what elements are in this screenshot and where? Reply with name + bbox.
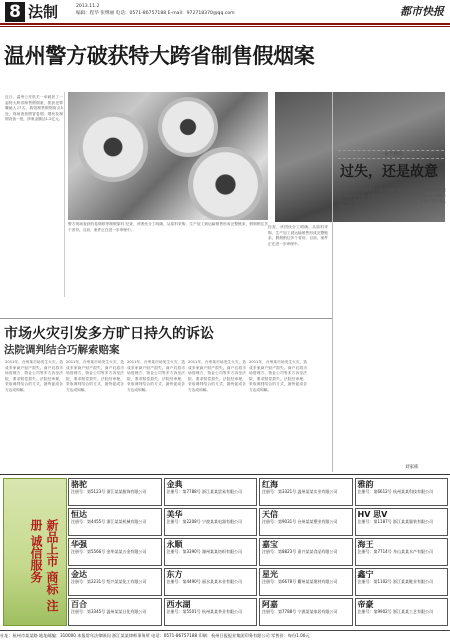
footer-line: 社址：杭州市某某路 地址邮编：310000 本报常年法律顾问 浙江某某律师事务所 电话：0571-86757188 印刷：杭州日报报业集团印务有限公司 零售价：每份1.00元 [0, 630, 450, 641]
ad-cell [259, 508, 353, 536]
ad-brand-name: 东方 [166, 570, 183, 579]
ad-cell [164, 598, 258, 626]
ad-text: 注册号：第3321号 温州某某实业有限公司 [262, 489, 338, 494]
ad-cell [164, 478, 258, 506]
ad-brand-name: 百合 [71, 600, 87, 609]
ad-brand-name: 帝豪 [357, 600, 374, 609]
ad-text: 注册号：第5123号 浙江某某服饰有限公司 [71, 489, 147, 494]
ad-brand-name: 西水湖 [166, 600, 191, 609]
photo-caption: 警方现场查获的卷烟纸等制假原料 [68, 222, 125, 226]
ad-text: 注册号：第6612号 杭州某某科技有限公司 [357, 489, 433, 494]
ad-grid [68, 478, 448, 626]
column-divider [64, 92, 65, 297]
ad-brand-name: 嘉宝 [262, 540, 278, 549]
ad-text: 注册号：第9031号 台州某某塑业有限公司 [262, 519, 338, 524]
ad-brand-name: 雅韵 [357, 480, 374, 489]
ads-rule [0, 474, 450, 475]
lead-body-cont: 经查，该团伙分工明确，从原料采购、生产加工到运输销售形成完整链条，假烟销往多个省份。目前，案件正在进一步审理中。 [68, 222, 268, 232]
issue-date: 2013.11.2 [76, 4, 100, 9]
ad-cell [164, 538, 258, 566]
second-body-col3: 2011年，台州某市场发生火灾，造成多家商户财产损失。商户们将市场管理方、物业公司等多方诉至法院，要求赔偿损失。法院经审理，采取调判结合的方式，最终促成各方达成和解。 [127, 360, 185, 392]
ad-text: 注册号：第9902号 浙江某某工艺有限公司 [357, 609, 433, 614]
ad-cell [164, 568, 258, 596]
lead-body-column: 近日，温州公安机关一举破获了一起特大跨省制售假烟案，抓获犯罪嫌疑人17名，捣毁制售假烟窝点5处，现场查获假冒卷烟、烟丝及制烟设备一批，涉案金额达1.2亿元。 [5, 95, 63, 121]
editorial-tag: 一论者观点 [338, 150, 444, 159]
ad-text: 注册号：第7714号 舟山某某水产有限公司 [357, 549, 433, 554]
header-rule-thin [0, 26, 450, 27]
ad-brand-name: 骆驼 [71, 480, 87, 489]
ad-cell [355, 538, 449, 566]
page-number: 8 [5, 2, 25, 22]
ad-brand-name: 金典 [166, 480, 183, 489]
ad-text: 注册号：第3345号 温州某某日化有限公司 [71, 609, 147, 614]
ad-cell [68, 568, 162, 596]
ad-cell [164, 508, 258, 536]
ad-cell [355, 568, 449, 596]
ad-text: 注册号：第1102号 浙江某某鞋业有限公司 [357, 579, 433, 584]
lead-headline: 温州警方破获特大跨省制售假烟案 [4, 44, 315, 68]
ad-brand-name: 海王 [357, 540, 374, 549]
ad-cell [355, 508, 449, 536]
ad-cell [68, 538, 162, 566]
ad-cell [68, 478, 162, 506]
ad-brand-name: HV 思V [357, 510, 388, 519]
editor-info [76, 3, 256, 17]
ad-cell [355, 598, 449, 626]
ad-text: 注册号：第2208号 宁波某某电器有限公司 [166, 519, 242, 524]
ad-cell [259, 538, 353, 566]
ad-cell [68, 508, 162, 536]
header-rule [0, 23, 450, 25]
ad-cell [355, 478, 449, 506]
ad-text: 注册号：第4455号 浙江某某机械有限公司 [71, 519, 147, 524]
lead-body-col3: 经查，该团伙分工明确，从原料采购、生产加工到运输销售形成完整链条，假烟销往多个省份。目前，案件正在进一步审理中。 [268, 225, 328, 246]
ad-brand-name: 美华 [166, 510, 183, 519]
ad-text: 注册号：第1187号 浙江某某服装有限公司 [357, 519, 433, 524]
editorial-divider [332, 92, 333, 472]
ad-text: 注册号：第4490号 丽水某某木业有限公司 [166, 579, 242, 584]
second-headline: 市场火灾引发多方旷日持久的诉讼 [4, 326, 214, 342]
ad-text: 注册号：第7788号 浙江某某贸易有限公司 [166, 489, 242, 494]
ad-text: 注册号：第5566号 金华某某五金有限公司 [71, 549, 147, 554]
paper-name: 都市快报 [400, 5, 444, 18]
ad-text: 注册号：第5501号 杭州某某茶业有限公司 [166, 609, 242, 614]
ad-brand-name: 恒达 [71, 510, 87, 519]
editorial-title: 过失，还是故意 [340, 164, 438, 180]
ad-text: 注册号：第2231号 绍兴某某化工有限公司 [71, 579, 147, 584]
second-subhead: 法院调判结合巧解索赔案 [4, 344, 120, 356]
second-body-col5: 2011年，台州某市场发生火灾，造成多家商户财产损失。商户们将市场管理方、物业公司等多方诉至法院，要求赔偿损失。法院经审理，采取调判结合的方式，最终促成各方达成和解。 [249, 360, 307, 392]
ad-side-title: 新品上市 商标 注册 诚信服务 [29, 519, 59, 612]
ad-text: 注册号：第3390号 湖州某某纺织有限公司 [166, 549, 242, 554]
ad-brand-name: 鑫宁 [357, 570, 374, 579]
story-separator [0, 318, 332, 319]
ad-text: 注册号：第6678号 衢州某某建材有限公司 [262, 579, 338, 584]
second-body-col4: 2011年，台州某市场发生火灾，造成多家商户财产损失。商户们将市场管理方、物业公司等多方诉至法院，要求赔偿损失。法院经审理，采取调判结合的方式，最终促成各方达成和解。 [188, 360, 246, 392]
ad-cell [259, 478, 353, 506]
ad-cell [259, 568, 353, 596]
second-body-col2: 2011年，台州某市场发生火灾，造成多家商户财产损失。商户们将市场管理方、物业公司等多方诉至法院，要求赔偿损失。法院经审理，采取调判结合的方式，最终促成各方达成和解。 [66, 360, 124, 392]
ad-text: 注册号：第8823号 嘉兴某某食品有限公司 [262, 549, 338, 554]
second-body-col1: 2011年，台州某市场发生火灾，造成多家商户财产损失。商户们将市场管理方、物业公司等多方诉至法院，要求赔偿损失。法院经审理，采取调判结合的方式，最终促成各方达成和解。 [5, 360, 63, 392]
ad-cell [259, 598, 353, 626]
ad-brand-name: 星光 [262, 570, 278, 579]
ad-brand-name: 金达 [71, 570, 87, 579]
ad-side-banner [3, 478, 67, 626]
lead-photo [68, 92, 268, 220]
ad-brand-name: 永顺 [166, 540, 183, 549]
ad-text: 注册号：第7788号 宁波某某家居有限公司 [262, 609, 338, 614]
section-title: 法制 [28, 3, 59, 21]
ad-brand-name: 华强 [71, 540, 87, 549]
ad-cell [68, 598, 162, 626]
editorial-author: 刘家栋 [405, 465, 419, 470]
editor-line: 编辑：程华 张继丽 电话：0571-86757188 E-mail：972718370@qq.com [76, 11, 235, 16]
editorial-body: 2012年4月，某某发生一起车辆撞人事故。对于肇事者的行为究竟是过失还是故意，引发了社会广泛讨论。法律界人士认为，判断行为人的主观心态，应综合案件全部证据进行认定，不能仅凭行为人的供述。 [338, 188, 446, 209]
ad-brand-name: 红海 [262, 480, 278, 489]
ad-brand-name: 阿嘉 [262, 600, 278, 609]
ad-brand-name: 天信 [262, 510, 278, 519]
lead-caption [68, 222, 268, 297]
